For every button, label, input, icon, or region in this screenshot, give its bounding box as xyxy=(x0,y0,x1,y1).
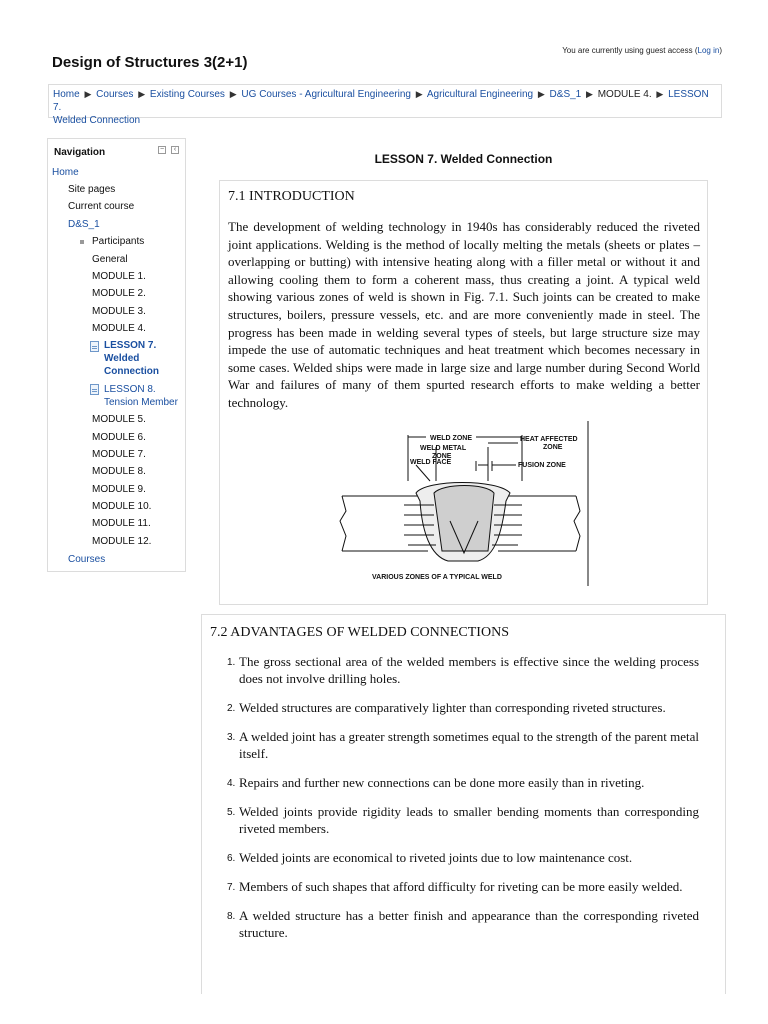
nav-module[interactable]: MODULE 7. xyxy=(92,449,146,460)
nav-module[interactable]: MODULE 5. xyxy=(92,414,146,425)
breadcrumb-separator-icon: ▶ xyxy=(84,89,92,99)
nav-courses[interactable]: Courses xyxy=(68,554,106,565)
nav-module[interactable]: MODULE 9. xyxy=(92,484,146,495)
label-heat-affected: HEAT AFFECTED xyxy=(520,436,578,443)
nav-module[interactable]: MODULE 12. xyxy=(92,536,152,547)
breadcrumb xyxy=(48,84,722,126)
breadcrumb-home[interactable]: Home xyxy=(53,89,80,100)
page-icon xyxy=(90,384,99,395)
dock-icon[interactable]: ‹ xyxy=(171,146,179,154)
breadcrumb-separator-icon: ▶ xyxy=(415,89,423,99)
site-title: Design of Structures 3(2+1) xyxy=(52,54,248,71)
access-close: ) xyxy=(719,46,722,55)
breadcrumb-lesson-title[interactable]: Welded Connection xyxy=(53,115,141,126)
label-weld-face: WELD FACE xyxy=(410,459,452,466)
nav-site-pages[interactable]: Site pages xyxy=(68,184,116,195)
breadcrumb-course[interactable]: D&S_1 xyxy=(549,89,582,100)
advantages-title: 7.2 ADVANTAGES OF WELDED CONNECTIONS xyxy=(210,625,509,640)
navigation-block xyxy=(47,138,186,572)
nav-module[interactable]: MODULE 6. xyxy=(92,432,146,443)
nav-lesson-8-line-1[interactable]: LESSON 8. xyxy=(104,384,156,395)
label-haz-zone: ZONE xyxy=(543,444,563,451)
label-weld-metal-zone: ZONE xyxy=(432,453,452,460)
nav-module[interactable]: MODULE 10. xyxy=(92,501,152,512)
weld-zones-figure xyxy=(338,421,590,586)
nav-module[interactable]: MODULE 11. xyxy=(92,518,151,529)
introduction-section xyxy=(219,180,708,605)
list-item: 7. Members of such shapes that afford difficulty for riveting can be more easily welded. xyxy=(227,879,683,894)
nav-module[interactable]: MODULE 1. xyxy=(92,271,146,282)
list-item: 1. The gross sectional area of the welded members is effective since the welding process does not involve drilling holes. xyxy=(227,654,699,686)
figure-caption: VARIOUS ZONES OF A TYPICAL WELD xyxy=(372,574,502,581)
introduction-paragraph: The development of welding technology in 1940s has considerably reduced the riveted joint applications. Welding is the method of locally melting the metals (sheets or plates – overlapping or butting) with intensive heating along with a filler metal or without it and allowing cooling them to form a coherent mass, thus creating a joint. A typical weld showing various zones of weld is shown in Fig. 7.1. Such joints can be created to make structures, boilers, pressure vessels, etc. and are more conveniently made in steel. The progress has been made in welding several types of steels, but large structure size may impede the use of automatic techniques and heat treatment which becomes necessary in some cases. Welded ships were made in large size and large number during Second World War and failures of many of them spurted research efforts to make welding a better technology. xyxy=(228,219,700,410)
access-text: You are currently using guest access ( xyxy=(562,46,698,55)
advantages-list xyxy=(227,653,699,953)
list-item: 3. A welded joint has a greater strength sometimes equal to the strength of the parent metal itself. xyxy=(227,729,699,761)
nav-general[interactable]: General xyxy=(92,254,128,265)
breadcrumb-existing-courses[interactable]: Existing Courses xyxy=(149,89,225,100)
list-item: 2. Welded structures are comparatively lighter than corresponding riveted structures. xyxy=(227,700,666,715)
login-link[interactable]: Log in xyxy=(697,46,720,55)
list-item: 4. Repairs and further new connections can be done more easily than in riveting. xyxy=(227,775,645,790)
nav-lesson-7-line-1[interactable]: LESSON 7. xyxy=(104,340,157,351)
breadcrumb-separator-icon: ▶ xyxy=(537,89,545,99)
list-item: 8. A welded structure has a better finish and appearance than the corresponding riveted structure. xyxy=(227,908,699,940)
nav-module[interactable]: MODULE 8. xyxy=(92,466,146,477)
nav-module[interactable]: MODULE 3. xyxy=(92,306,146,317)
list-item: 6. Welded joints are economical to riveted joints due to low maintenance cost. xyxy=(227,850,633,865)
breadcrumb-agricultural-engineering[interactable]: Agricultural Engineering xyxy=(426,89,534,100)
breadcrumb-ug-courses[interactable]: UG Courses - Agricultural Engineering xyxy=(241,89,411,100)
guest-access-notice xyxy=(562,46,722,55)
collapse-icon[interactable]: − xyxy=(159,146,165,153)
nav-course[interactable]: D&S_1 xyxy=(68,219,100,230)
breadcrumb-courses[interactable]: Courses xyxy=(96,89,134,100)
bullet-icon xyxy=(80,240,84,244)
breadcrumb-separator-icon: ▶ xyxy=(138,89,146,99)
nav-module[interactable]: MODULE 2. xyxy=(92,288,146,299)
nav-home[interactable]: Home xyxy=(52,167,79,178)
list-item: 5. Welded joints provide rigidity leads to smaller bending moments than corresponding riveted members. xyxy=(227,804,699,836)
label-weld-zone: WELD ZONE xyxy=(430,435,472,442)
breadcrumb-separator-icon: ▶ xyxy=(586,89,593,99)
nav-lesson-8-line-2[interactable]: Tension Member xyxy=(104,397,178,408)
introduction-title: 7.1 INTRODUCTION xyxy=(228,189,355,204)
nav-current-course[interactable]: Current course xyxy=(68,201,135,212)
label-fusion-zone: FUSION ZONE xyxy=(518,462,566,469)
nav-module[interactable]: MODULE 4. xyxy=(92,323,146,334)
breadcrumb-separator-icon: ▶ xyxy=(656,89,664,99)
nav-lesson-7-line-2[interactable]: Welded xyxy=(104,353,140,364)
nav-participants[interactable]: Participants xyxy=(92,236,145,247)
advantages-section xyxy=(201,614,726,994)
breadcrumb-lesson[interactable]: LESSON 7. xyxy=(53,89,709,113)
label-weld-metal: WELD METAL xyxy=(420,445,467,452)
breadcrumb-module: MODULE 4. xyxy=(597,89,652,100)
page-icon xyxy=(90,341,99,352)
navigation-title: Navigation xyxy=(54,147,106,158)
lesson-title: LESSON 7. Welded Connection xyxy=(374,152,553,166)
nav-lesson-7-line-3[interactable]: Connection xyxy=(104,366,159,377)
breadcrumb-separator-icon: ▶ xyxy=(229,89,237,99)
